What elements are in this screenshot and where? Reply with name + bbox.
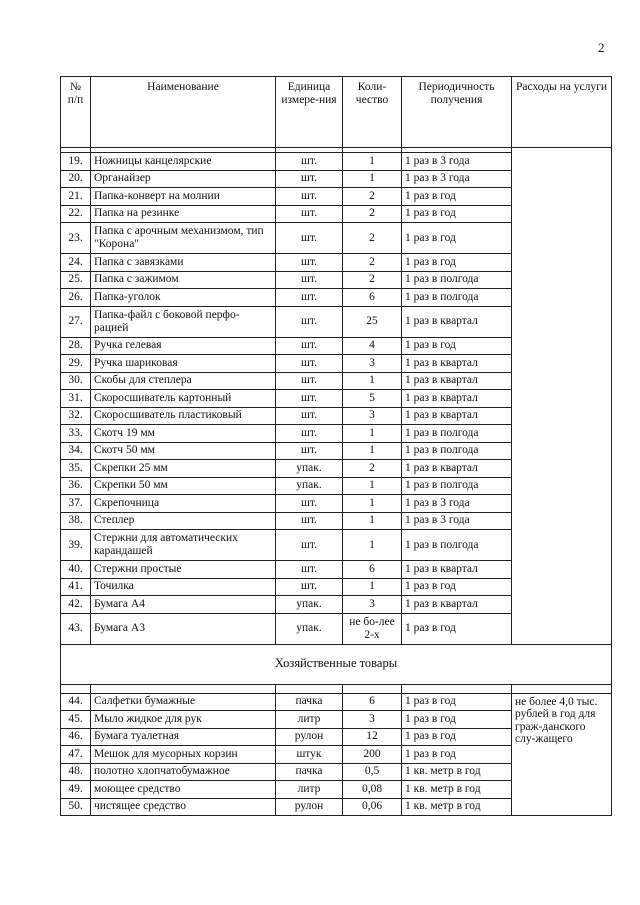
- item-quantity: 5: [343, 390, 402, 408]
- item-period: 1 раз в год: [402, 613, 512, 644]
- item-name: Мешок для мусорных корзин: [91, 746, 276, 764]
- row-number: 33.: [61, 425, 91, 443]
- row-number: 22.: [61, 205, 91, 223]
- row-number: 38.: [61, 512, 91, 530]
- row-number: 46.: [61, 728, 91, 746]
- row-number: 34.: [61, 442, 91, 460]
- item-name: Скоросшиватель пластиковый: [91, 407, 276, 425]
- item-quantity: 1: [343, 530, 402, 561]
- item-quantity: 25: [343, 306, 402, 337]
- item-unit: шт.: [276, 372, 343, 390]
- item-period: 1 раз в квартал: [402, 372, 512, 390]
- item-period: 1 раз в год: [402, 711, 512, 729]
- item-name: Папка-уголок: [91, 289, 276, 307]
- row-number: 43.: [61, 613, 91, 644]
- item-quantity: 2: [343, 254, 402, 272]
- item-quantity: 6: [343, 561, 402, 579]
- item-quantity: не бо-лее 2-х: [343, 613, 402, 644]
- item-period: 1 раз в 3 года: [402, 495, 512, 513]
- item-name: Папка с завязками: [91, 254, 276, 272]
- section-title: Хозяйственные товары: [61, 644, 612, 684]
- item-period: 1 раз в год: [402, 337, 512, 355]
- item-unit: шт.: [276, 254, 343, 272]
- header-unit: Единица измере-ния: [276, 77, 343, 148]
- row-number: 26.: [61, 289, 91, 307]
- item-unit: шт.: [276, 390, 343, 408]
- item-name: Скотч 50 мм: [91, 442, 276, 460]
- item-quantity: 1: [343, 442, 402, 460]
- item-name: Папка с арочным механизмом, тип "Корона": [91, 223, 276, 254]
- page-number: 2: [598, 40, 605, 55]
- section-row: [61, 644, 612, 684]
- item-unit: рулон: [276, 798, 343, 816]
- item-period: 1 раз в квартал: [402, 355, 512, 373]
- section-body: [61, 644, 612, 693]
- item-period: 1 раз в полгода: [402, 425, 512, 443]
- header-name: Наименование: [91, 77, 276, 148]
- item-unit: рулон: [276, 728, 343, 746]
- item-period: 1 раз в год: [402, 223, 512, 254]
- item-period: 1 раз в год: [402, 693, 512, 711]
- item-name: Стержни для автоматических карандашей: [91, 530, 276, 561]
- spacer-row: [61, 684, 612, 693]
- item-quantity: 3: [343, 407, 402, 425]
- row-number: 47.: [61, 746, 91, 764]
- item-period: 1 раз в год: [402, 188, 512, 206]
- item-quantity: 3: [343, 355, 402, 373]
- row-number: 50.: [61, 798, 91, 816]
- row-number: 31.: [61, 390, 91, 408]
- row-number: 27.: [61, 306, 91, 337]
- item-quantity: 2: [343, 188, 402, 206]
- item-quantity: 2: [343, 223, 402, 254]
- cost-cell-office: [512, 148, 612, 645]
- item-period: 1 кв. метр в год: [402, 763, 512, 781]
- item-name: Салфетки бумажные: [91, 693, 276, 711]
- item-name: Ручка шариковая: [91, 355, 276, 373]
- item-unit: шт.: [276, 425, 343, 443]
- item-unit: шт.: [276, 530, 343, 561]
- item-period: 1 раз в квартал: [402, 561, 512, 579]
- row-number: 24.: [61, 254, 91, 272]
- item-unit: шт.: [276, 205, 343, 223]
- header-cost: Расходы на услуги: [512, 77, 612, 148]
- item-unit: шт.: [276, 337, 343, 355]
- item-quantity: 1: [343, 578, 402, 596]
- row-number: 48.: [61, 763, 91, 781]
- item-quantity: 3: [343, 711, 402, 729]
- row-number: 23.: [61, 223, 91, 254]
- item-unit: литр: [276, 781, 343, 799]
- item-period: 1 раз в полгода: [402, 442, 512, 460]
- table-row: [61, 693, 612, 711]
- row-number: 36.: [61, 477, 91, 495]
- header-period: Периодичность получения: [402, 77, 512, 148]
- row-number: 29.: [61, 355, 91, 373]
- item-unit: шт.: [276, 495, 343, 513]
- item-quantity: 1: [343, 495, 402, 513]
- item-period: 1 раз в квартал: [402, 460, 512, 478]
- item-period: 1 раз в квартал: [402, 306, 512, 337]
- item-unit: шт.: [276, 289, 343, 307]
- item-name: Бумага А3: [91, 613, 276, 644]
- item-period: 1 раз в год: [402, 254, 512, 272]
- item-quantity: 2: [343, 460, 402, 478]
- row-number: 19.: [61, 153, 91, 171]
- item-unit: шт.: [276, 188, 343, 206]
- row-number: 41.: [61, 578, 91, 596]
- item-name: Папка с зажимом: [91, 271, 276, 289]
- item-name: Скрепки 50 мм: [91, 477, 276, 495]
- item-unit: упак.: [276, 596, 343, 614]
- row-number: 39.: [61, 530, 91, 561]
- item-unit: шт.: [276, 153, 343, 171]
- item-unit: шт.: [276, 306, 343, 337]
- row-number: 37.: [61, 495, 91, 513]
- row-number: 40.: [61, 561, 91, 579]
- item-quantity: 4: [343, 337, 402, 355]
- item-unit: шт.: [276, 355, 343, 373]
- item-name: Папка-файл с боковой перфо-рацией: [91, 306, 276, 337]
- row-number: 44.: [61, 693, 91, 711]
- item-period: 1 раз в год: [402, 746, 512, 764]
- item-name: Ножницы канцелярские: [91, 153, 276, 171]
- row-number: 42.: [61, 596, 91, 614]
- item-name: моющее средство: [91, 781, 276, 799]
- row-number: 20.: [61, 170, 91, 188]
- item-period: 1 кв. метр в год: [402, 781, 512, 799]
- item-quantity: 1: [343, 170, 402, 188]
- item-unit: шт.: [276, 407, 343, 425]
- item-name: Мыло жидкое для рук: [91, 711, 276, 729]
- item-quantity: 3: [343, 596, 402, 614]
- household-goods-body: [61, 693, 612, 816]
- item-quantity: 0,06: [343, 798, 402, 816]
- item-unit: шт.: [276, 578, 343, 596]
- item-quantity: 2: [343, 271, 402, 289]
- header-qty: Коли-чество: [343, 77, 402, 148]
- item-unit: упак.: [276, 477, 343, 495]
- row-number: 49.: [61, 781, 91, 799]
- item-quantity: 1: [343, 512, 402, 530]
- item-quantity: 0,08: [343, 781, 402, 799]
- row-number: 32.: [61, 407, 91, 425]
- item-quantity: 200: [343, 746, 402, 764]
- item-period: 1 раз в год: [402, 728, 512, 746]
- office-supplies-body: [61, 148, 612, 645]
- item-period: 1 раз в год: [402, 578, 512, 596]
- item-quantity: 6: [343, 289, 402, 307]
- item-quantity: 12: [343, 728, 402, 746]
- item-unit: шт.: [276, 170, 343, 188]
- item-name: Степлер: [91, 512, 276, 530]
- item-name: Скрепки 25 мм: [91, 460, 276, 478]
- cost-cell-household: не более 4,0 тыс. рублей в год для граж-данского слу-жащего: [512, 693, 612, 816]
- row-number: 28.: [61, 337, 91, 355]
- item-period: 1 раз в квартал: [402, 390, 512, 408]
- header-num: № п/п: [61, 77, 91, 148]
- item-period: 1 раз в 3 года: [402, 153, 512, 171]
- item-name: Органайзер: [91, 170, 276, 188]
- item-name: полотно хлопчатобумажное: [91, 763, 276, 781]
- item-period: 1 кв. метр в год: [402, 798, 512, 816]
- item-quantity: 2: [343, 205, 402, 223]
- item-name: Папка-конверт на молнии: [91, 188, 276, 206]
- item-unit: шт.: [276, 271, 343, 289]
- item-period: 1 раз в полгода: [402, 289, 512, 307]
- item-name: Ручка гелевая: [91, 337, 276, 355]
- item-unit: пачка: [276, 763, 343, 781]
- item-name: Стержни простые: [91, 561, 276, 579]
- item-unit: шт.: [276, 442, 343, 460]
- item-period: 1 раз в полгода: [402, 271, 512, 289]
- table-header: [61, 77, 612, 148]
- item-name: Бумага А4: [91, 596, 276, 614]
- item-name: Папка на резинке: [91, 205, 276, 223]
- item-name: Бумага туалетная: [91, 728, 276, 746]
- item-quantity: 1: [343, 425, 402, 443]
- item-unit: шт.: [276, 561, 343, 579]
- row-number: 21.: [61, 188, 91, 206]
- item-unit: пачка: [276, 693, 343, 711]
- item-name: Скрепочница: [91, 495, 276, 513]
- item-unit: шт.: [276, 223, 343, 254]
- item-unit: шт.: [276, 512, 343, 530]
- item-name: Скотч 19 мм: [91, 425, 276, 443]
- item-period: 1 раз в полгода: [402, 477, 512, 495]
- item-period: 1 раз в квартал: [402, 596, 512, 614]
- item-unit: литр: [276, 711, 343, 729]
- row-number: 30.: [61, 372, 91, 390]
- item-quantity: 6: [343, 693, 402, 711]
- item-quantity: 1: [343, 372, 402, 390]
- item-name: Точилка: [91, 578, 276, 596]
- item-period: 1 раз в 3 года: [402, 170, 512, 188]
- item-unit: упак.: [276, 613, 343, 644]
- item-period: 1 раз в 3 года: [402, 512, 512, 530]
- item-period: 1 раз в год: [402, 205, 512, 223]
- item-name: Скобы для степлера: [91, 372, 276, 390]
- item-unit: штук: [276, 746, 343, 764]
- item-period: 1 раз в квартал: [402, 407, 512, 425]
- row-number: 25.: [61, 271, 91, 289]
- item-quantity: 1: [343, 477, 402, 495]
- supplies-table: [60, 76, 612, 816]
- item-name: чистящее средство: [91, 798, 276, 816]
- item-period: 1 раз в полгода: [402, 530, 512, 561]
- item-name: Скоросшиватель картонный: [91, 390, 276, 408]
- item-quantity: 1: [343, 153, 402, 171]
- item-quantity: 0,5: [343, 763, 402, 781]
- item-unit: упак.: [276, 460, 343, 478]
- row-number: 35.: [61, 460, 91, 478]
- row-number: 45.: [61, 711, 91, 729]
